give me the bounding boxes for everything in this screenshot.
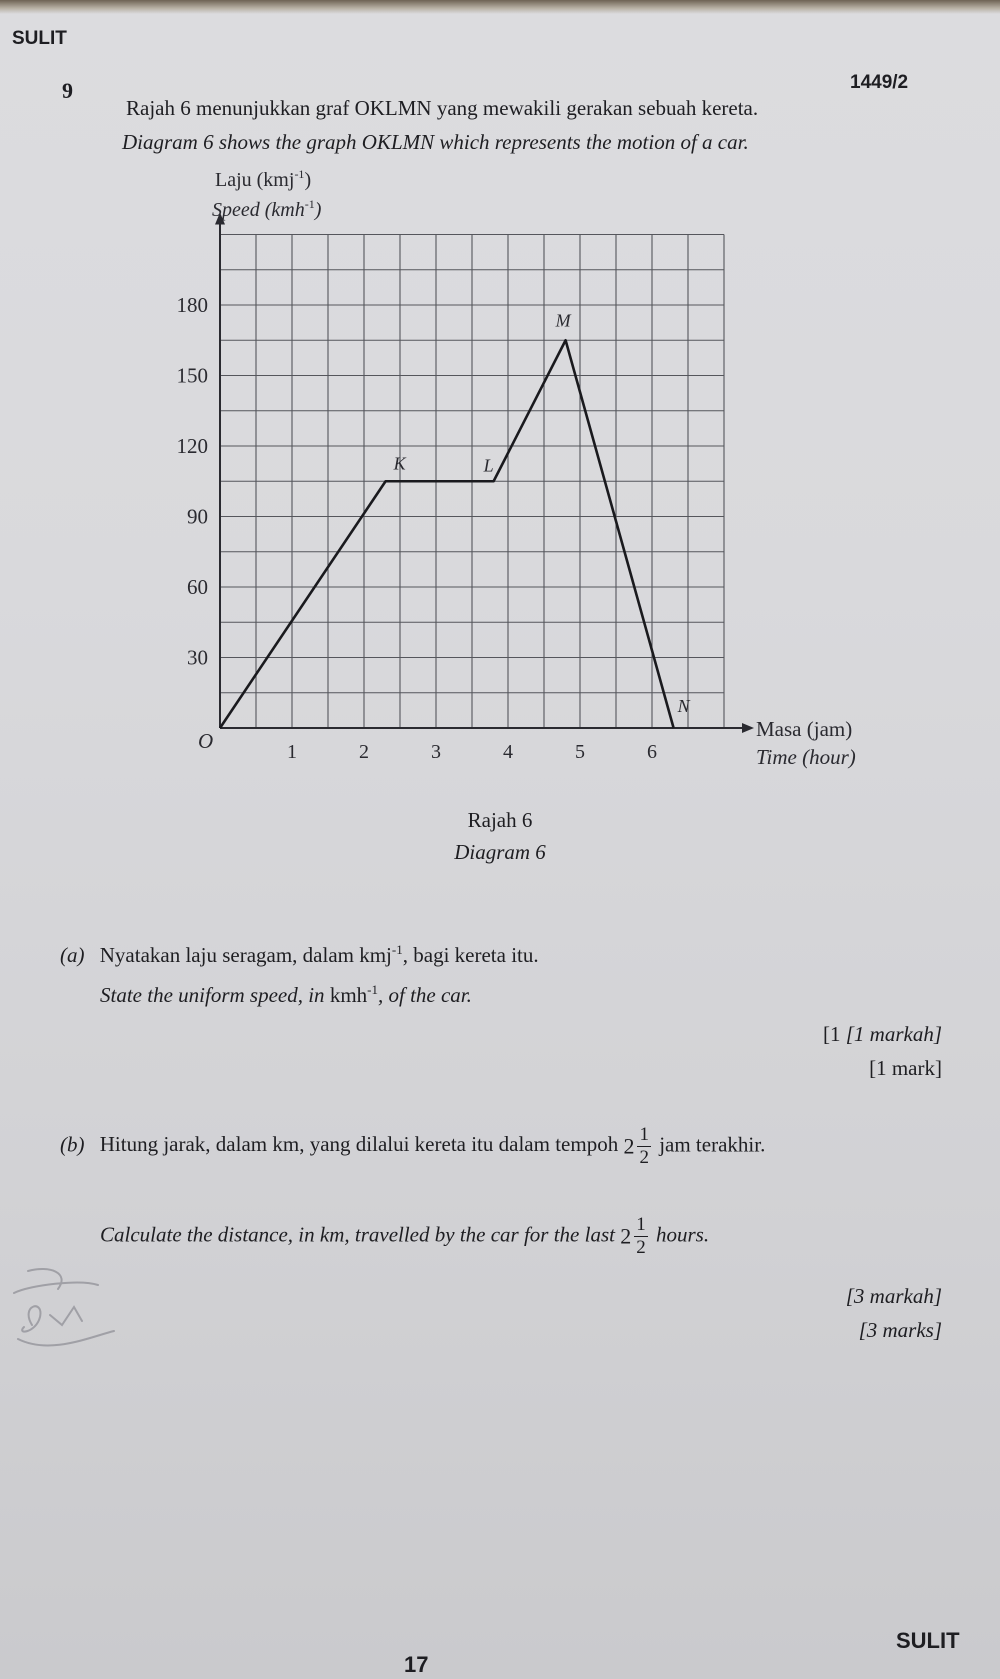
x-axis-label-en: Time (hour) <box>756 745 856 769</box>
part-a-ms-post: , bagi kereta itu. <box>402 943 539 967</box>
part-b-label: (b) <box>60 1132 85 1157</box>
part-b-en <box>100 1214 709 1259</box>
y-axis-label-ms: Laju (kmj$^{-1}$) <box>215 167 312 191</box>
x-tick-label: 4 <box>503 741 513 763</box>
x-axis-label-ms: Masa (jam) <box>756 717 853 741</box>
footer-sulit: SULIT <box>896 1628 960 1653</box>
part-b-en-post: hours. <box>655 1222 710 1247</box>
part-a-marks-en-text: [1 mark] <box>869 1056 942 1080</box>
part-b-en-den: 2 <box>636 1237 646 1258</box>
speed-time-graph <box>140 160 920 800</box>
question-intro-en: Diagram 6 shows the graph OKLMN which represents the motion of a car. <box>122 130 749 154</box>
part-a-marks-ms: [1 [1 markah] <box>822 1022 942 1046</box>
origin-label: O <box>198 729 214 753</box>
part-b-ms-num: 1 <box>639 1124 649 1145</box>
paper-code: 1449/2 <box>850 72 909 93</box>
part-b-ms-fraction <box>637 1124 651 1169</box>
header-sulit: SULIT <box>12 28 67 49</box>
caption-en: Diagram 6 <box>454 840 546 864</box>
x-tick-label: 2 <box>359 741 369 763</box>
x-tick-label: 5 <box>575 741 585 763</box>
question-number: 9 <box>62 78 73 103</box>
y-tick-label: 90 <box>187 504 208 529</box>
part-b-ms-den: 2 <box>639 1147 649 1168</box>
part-a-en <box>100 982 472 1008</box>
point-label-n: N <box>677 696 690 716</box>
point-label-m: M <box>555 310 571 331</box>
caption-ms: Rajah 6 <box>467 808 533 832</box>
part-b-ms-pre: Hitung jarak, dalam km, yang dilalui kereta itu dalam tempoh <box>99 1132 619 1157</box>
y-tick-label: 150 <box>176 363 208 388</box>
part-b-en-num: 1 <box>636 1214 646 1235</box>
part-b-en-whole: 2 <box>620 1223 632 1249</box>
question-intro-ms: Rajah 6 menunjukkan graf OKLMN yang mewakili gerakan sebuah kereta. <box>126 96 759 120</box>
graph-series <box>220 340 674 728</box>
pencil-scribble-icon <box>10 1255 140 1385</box>
part-a-en-post: , of the car. <box>378 983 472 1007</box>
part-a-en-exp: -1 <box>367 982 378 997</box>
y-tick-label: 60 <box>187 575 208 599</box>
part-a-en-pre: State the uniform speed, in <box>100 983 330 1007</box>
point-label-k: K <box>393 453 406 474</box>
part-a-ms-exp: -1 <box>391 942 403 957</box>
part-b-en-pre: Calculate the distance, in km, travelled by the car for the last <box>100 1222 615 1247</box>
y-axis-label-en: Speed (kmh$^{-1}$) <box>212 197 322 221</box>
point-label-l: L <box>483 455 494 476</box>
part-a-label: (a) <box>60 943 85 967</box>
part-b-ms <box>60 1124 765 1169</box>
series-line-oklmn <box>220 340 674 728</box>
part-b-ms-whole: 2 <box>623 1133 635 1159</box>
part-a-en-unit: kmh <box>329 983 368 1007</box>
x-tick-label: 6 <box>647 741 657 763</box>
part-b-en-fraction <box>634 1214 648 1259</box>
page-number: 17 <box>404 1652 429 1677</box>
part-a-marks-en <box>869 1056 942 1081</box>
y-tick-label: 180 <box>176 293 208 317</box>
x-axis-arrow-icon <box>742 723 754 733</box>
y-tick-label: 120 <box>176 434 208 458</box>
x-tick-label: 1 <box>287 741 297 763</box>
part-b-marks-en: [3 marks] <box>858 1318 942 1342</box>
graph-point-labels <box>393 310 691 716</box>
page-edge-shadow <box>0 0 1000 14</box>
part-b-marks-ms: [3 markah] <box>845 1284 942 1308</box>
y-tick-label: 30 <box>187 645 208 670</box>
part-b-ms-post: jam terakhir. <box>659 1132 766 1157</box>
part-a-ms-pre: Nyatakan laju seragam, dalam kmj <box>99 943 392 967</box>
part-a-marks-ms-text: [1 markah] <box>845 1022 942 1046</box>
x-tick-label: 3 <box>431 741 441 763</box>
part-a-ms <box>60 942 539 968</box>
